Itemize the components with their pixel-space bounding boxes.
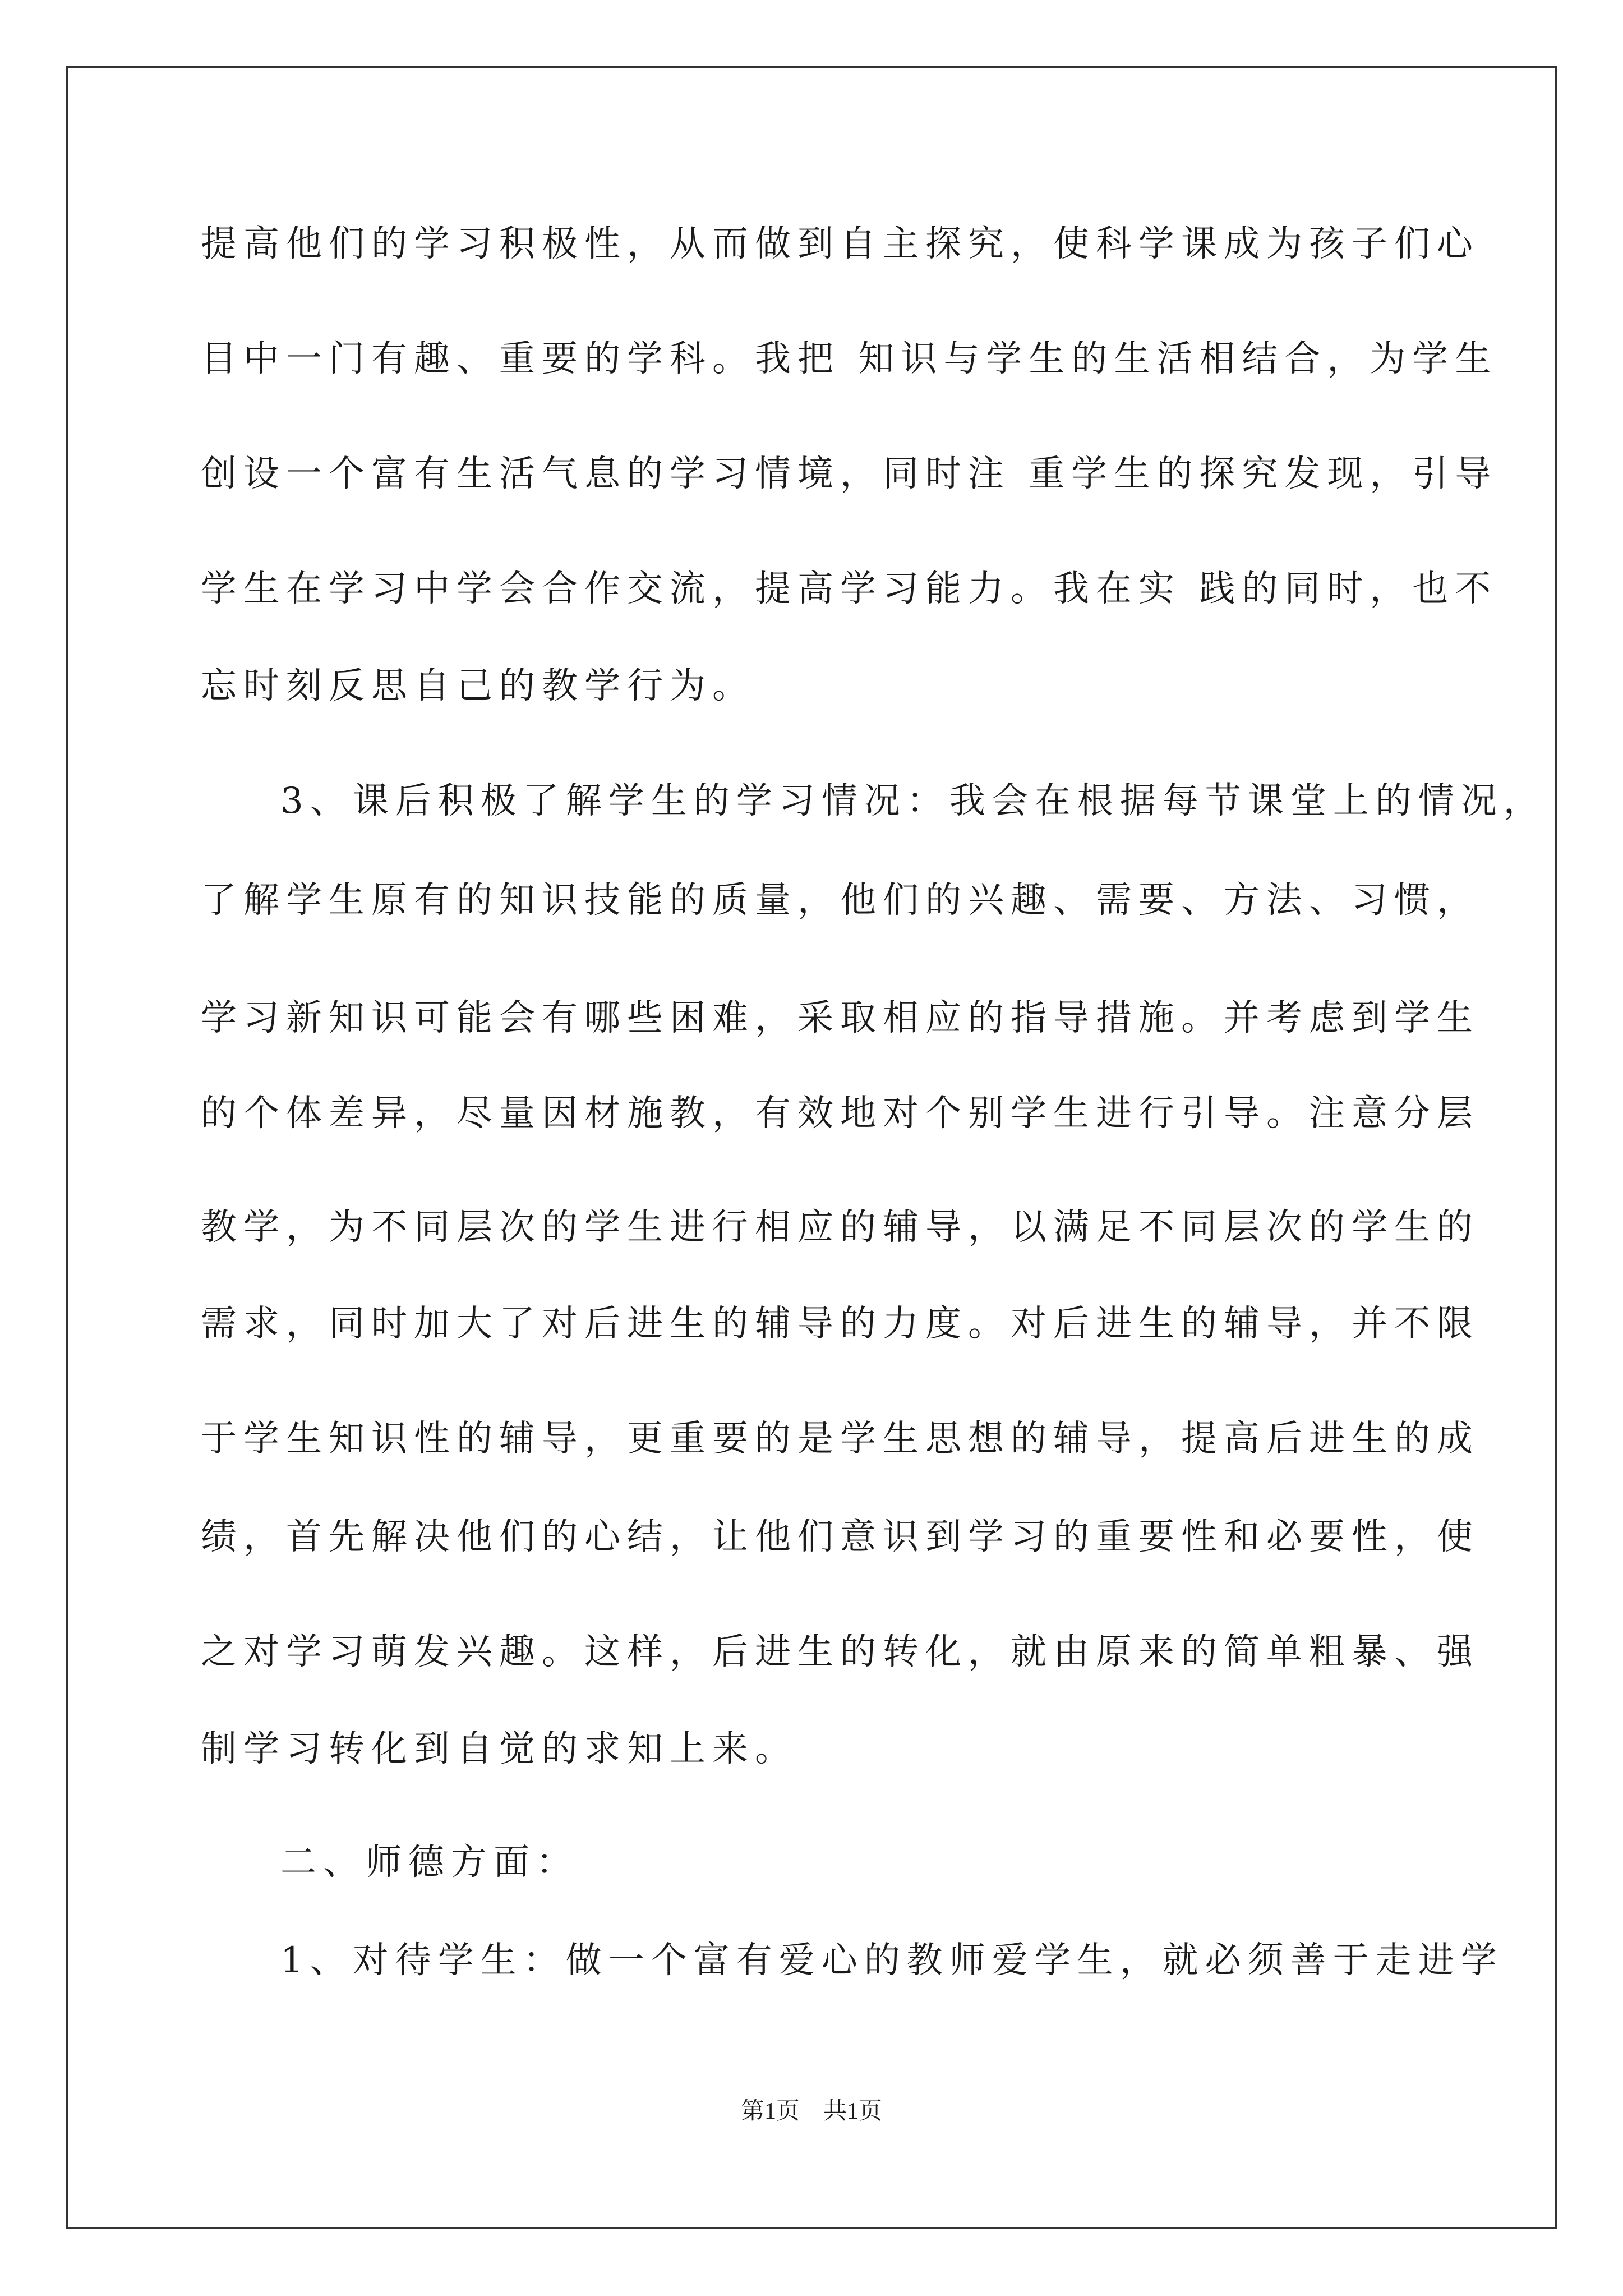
text-line: 于学生知识性的辅导，更重要的是学生思想的辅导，提高后进生的成 [201, 1418, 1479, 1460]
paragraph-start-line: 3、课后积极了解学生的学习情况：我会在根据每节课堂上的情况， [280, 780, 1546, 822]
page-number-footer: 第1页 共1页 [740, 2099, 882, 2124]
text-line: 制学习转化到自觉的求知上来。 [201, 1728, 797, 1770]
text-line: 学习新知识可能会有哪些困难，采取相应的指导措施。并考虑到学生 [201, 997, 1479, 1039]
text-line: 之对学习萌发兴趣。这样，后进生的转化，就由原来的简单粗暴、强 [201, 1631, 1479, 1673]
text-line: 创设一个富有生活气息的学习情境，同时注 重学生的探究发现，引导 [201, 453, 1498, 495]
text-line: 绩，首先解决他们的心结，让他们意识到学习的重要性和必要性，使 [201, 1516, 1479, 1558]
text-line: 教学，为不同层次的学生进行相应的辅导，以满足不同层次的学生的 [201, 1207, 1479, 1248]
text-line: 的个体差异，尽量因材施教，有效地对个别学生进行引导。注意分层 [201, 1093, 1479, 1134]
section-heading: 二、师德方面： [280, 1842, 579, 1883]
text-line: 提高他们的学习积极性，从而做到自主探究，使科学课成为孩子们心 [201, 223, 1479, 265]
text-line: 需求，同时加大了对后进生的辅导的力度。对后进生的辅导，并不限 [201, 1303, 1479, 1345]
text-line: 了解学生原有的知识技能的质量，他们的兴趣、需要、方法、习惯， [201, 880, 1479, 921]
text-line: 学生在学习中学会合作交流，提高学习能力。我在实 践的同时，也不 [201, 568, 1498, 610]
paragraph-start-line: 1、对待学生：做一个富有爱心的教师爱学生，就必须善于走进学 [280, 1940, 1504, 1981]
page-border [66, 66, 1557, 2229]
text-line: 目中一门有趣、重要的学科。我把 知识与学生的生活相结合，为学生 [201, 338, 1498, 380]
text-line: 忘时刻反思自己的教学行为。 [201, 665, 755, 707]
